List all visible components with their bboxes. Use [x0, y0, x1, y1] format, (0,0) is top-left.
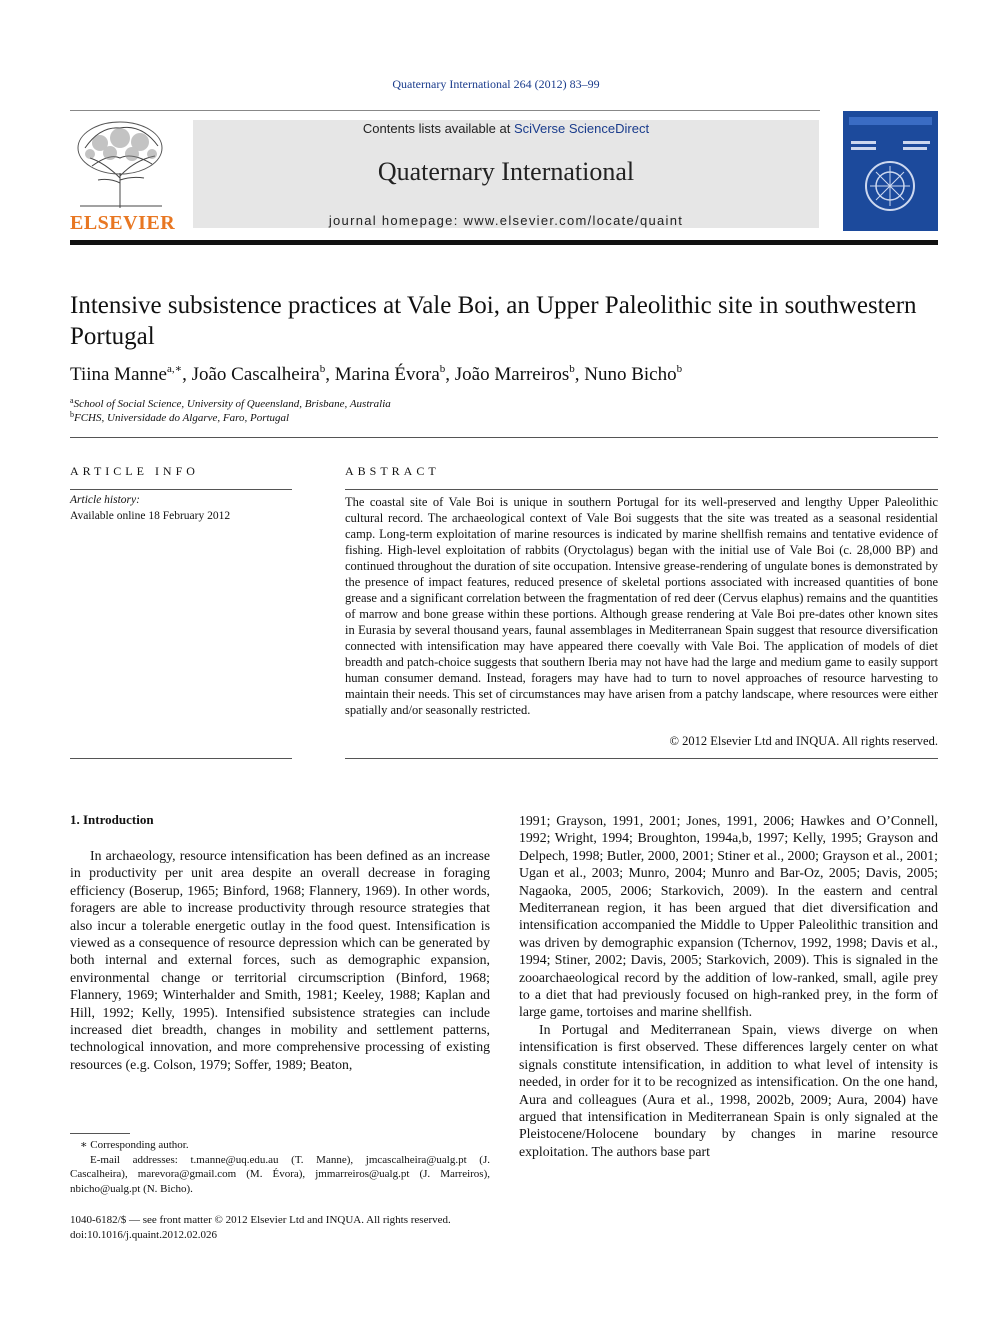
sciencedirect-link[interactable]: SciVerse ScienceDirect	[513, 121, 650, 136]
doi-link[interactable]: doi:10.1016/j.quaint.2012.02.026	[70, 1229, 217, 1241]
affiliation-key: a	[70, 396, 74, 405]
author-name[interactable]: João Cascalheira	[191, 364, 320, 385]
author-name[interactable]: Tiina Manne	[70, 364, 167, 385]
journal-title: Quaternary International	[377, 157, 635, 186]
journal-homepage[interactable]: journal homepage: www.elsevier.com/locate/quaint	[328, 213, 684, 228]
author-separator: ,	[182, 364, 192, 385]
contents-available-line	[193, 121, 819, 136]
journal-cover-thumbnail[interactable]	[843, 111, 938, 231]
article-title: Intensive subsistence practices at Vale Boi, an Upper Paleolithic site in southwestern Portugal	[70, 292, 917, 350]
affiliation-text: FCHS, Universidade do Algarve, Faro, Portugal	[74, 412, 290, 424]
author-separator: ,	[325, 364, 335, 385]
author-name[interactable]: João Marreiros	[454, 364, 570, 385]
author-name[interactable]: Marina Évora	[334, 364, 440, 385]
author-list	[70, 362, 930, 386]
affiliation-a	[70, 396, 391, 410]
header-rule	[70, 110, 820, 111]
author-affiliation-marker[interactable]: b	[439, 363, 446, 375]
author-affiliation-marker[interactable]: b	[676, 363, 683, 375]
author-name[interactable]: Nuno Bicho	[584, 364, 677, 385]
affiliation-text: School of Social Science, University of Queensland, Brisbane, Australia	[73, 398, 391, 410]
abstract-rule	[345, 489, 938, 490]
affiliation-b	[70, 410, 289, 424]
body-column-left	[70, 847, 490, 1073]
author-affiliation-marker[interactable]: b	[569, 363, 575, 375]
abstract-text: The coastal site of Vale Boi is unique in southern Portugal for its well-preserved and lengthy Upper Paleolithic cultural record. The archaeological context of Vale Boi suggests that the site was treated as a seasonal residential camp. Long-term exploitation of marine resources is indicated by marine shellfish remains and tentative evidence of fishing. High-level exploitation of rabbits (Oryctolagus) began with the initial use of Vale Boi (c. 28,000 BP) and continued throughout the duration of site occupation. Intensive grease-rendering of ungulate bones is demonstrated by the presence of impact features, reduced presence of skeletal portions associated with increased quantities of bone grease and a significant correlation between the fragmentation of red deer (Cervus elaphus) remains and the quantities of marrow and bone grease within these portions. Although grease rendering at Vale Boi pre-dates other known sites in Eurasia by several thousand years, faunal assemblages in Mediterranean Spain suggest that resource diversification connected with intensification may have appeared there coevally with Vale Boi. The application of models of diet breadth and patch-choice suggests that southern Iberia may not have had the large and medium game to easily support human consumer demand. Instead, foragers may have had to turn to novel approaches of resource harvesting to maintain their needs. This set of circumstances may have arisen from a patchy landscape, where resources were either spatially and/or seasonally restricted.	[345, 495, 938, 717]
contents-prefix: Contents lists available at	[362, 121, 514, 136]
author-separator: ,	[574, 364, 585, 385]
article-history-label: Article history:	[70, 494, 140, 506]
affiliation-key: b	[70, 410, 74, 419]
section-heading-introduction: 1. Introduction	[70, 812, 154, 827]
body-paragraph: In archaeology, resource intensification has been defined as an increase in productivity per unit area despite an overall decrease in foraging efficiency (Boserup, 1965; Binford, 1968; Flannery, 1969). In other words, foragers are able to increase productivity through resource strategies that also incur a tolerable energetic outlay in the food quest. Intensification is viewed as a consequence of resource depression which can be generated by both internal and external forces, such as demographic expansion, environmental change or territorial circumscription (Binford, 1968; Flannery, 1969; Winterhalder and Smith, 1981; Keeley, 1988; Kaplan and Hill, 1992; Kelly, 1995). Intensified subsistence strategies can include increased diet breadth, changes in mobility and settlement patterns, technological innovation, and more comprehensive processing of existing resources (e.g. Colson, 1979; Soffer, 1989; Beaton,	[70, 848, 490, 1072]
elsevier-logo-text: ELSEVIER	[70, 212, 176, 234]
issn-line: 1040-6182/$ — see front matter © 2012 Elsevier Ltd and INQUA. All rights reserved.	[70, 1214, 451, 1226]
footnote-rule	[70, 1133, 130, 1134]
section-rule	[70, 437, 938, 438]
abstract-copyright: © 2012 Elsevier Ltd and INQUA. All rights reserved.	[669, 734, 938, 748]
header-thick-rule	[70, 240, 938, 245]
abstract-heading: ABSTRACT	[345, 464, 440, 478]
author-affiliation-marker[interactable]: b	[319, 363, 326, 375]
corresponding-author-note: ∗ Corresponding author.	[80, 1139, 189, 1151]
article-info-rule-bottom	[70, 758, 292, 759]
article-history-value: Available online 18 February 2012	[70, 510, 231, 522]
issn-block	[70, 1213, 510, 1243]
footnotes	[70, 1138, 490, 1196]
author-affiliation-marker[interactable]: a,∗	[166, 363, 183, 375]
journal-citation[interactable]: Quaternary International 264 (2012) 83–99	[392, 77, 600, 91]
cover-icon	[843, 111, 938, 231]
body-paragraph: In Portugal and Mediterranean Spain, views diverge on when intensification is first observed. These differences largely center on what signals constitute intensification, in addition to what level of intensity is needed, in order for it to be recognized as intensification. On the one hand, Aura and colleagues (Aura et al., 1998, 2002b, 2009; Aura, 2004) have argued that intensification in Mediterranean Spain is only signaled at the Pleistocene/Holocene boundary by changes in marine resource exploitation. The authors base part	[519, 1021, 938, 1159]
article-info-rule	[70, 489, 292, 490]
author-separator: ,	[445, 364, 455, 385]
tree-icon	[70, 118, 172, 210]
email-addresses[interactable]: E-mail addresses: t.manne@uq.edu.au (T. Manne), jmcascalheira@ualg.pt (J. Cascalheira), marevora@gmail.com (M. Évora), jmmarreiros@ualg.pt (J. Marreiros), nbicho@ualg.pt (N. Bicho).	[70, 1153, 490, 1195]
body-paragraph: 1991; Grayson, 1991, 2001; Jones, 1991, 2006; Hawkes and O’Connell, 1992; Wright, 1994; Broughton, 1994a,b, 1997; Kelly, 1995; Grayson and Delpech, 1998; Butler, 2000, 2001; Stiner et al., 2000; Grayson et al., 2001; Ugan et al., 2003; Munro, 2004; Munro and Bar-Oz, 2005; Davis, 2005; Nagaoka, 2005, 2006; Starkovich, 2009). In the eastern and central Mediterranean region, it has been argued that diet diversification and intensification accompanied the Middle to Upper Paleolithic transition and was driven by demographic expansion (Tchernov, 1992, 1998; Davis et al., 1994; Stiner, 2002; Davis, 2005; Starkovich, 2009). This is signaled in the zooarchaeological record by the addition of low-ranked, small, agile prey to a diet that had previously focused on high-ranked prey, in the form of large game, tortoises and marine shellfish.	[519, 813, 938, 1020]
abstract-rule-bottom	[345, 758, 938, 759]
body-column-right	[519, 812, 938, 1160]
article-info-heading: ARTICLE INFO	[70, 464, 199, 478]
